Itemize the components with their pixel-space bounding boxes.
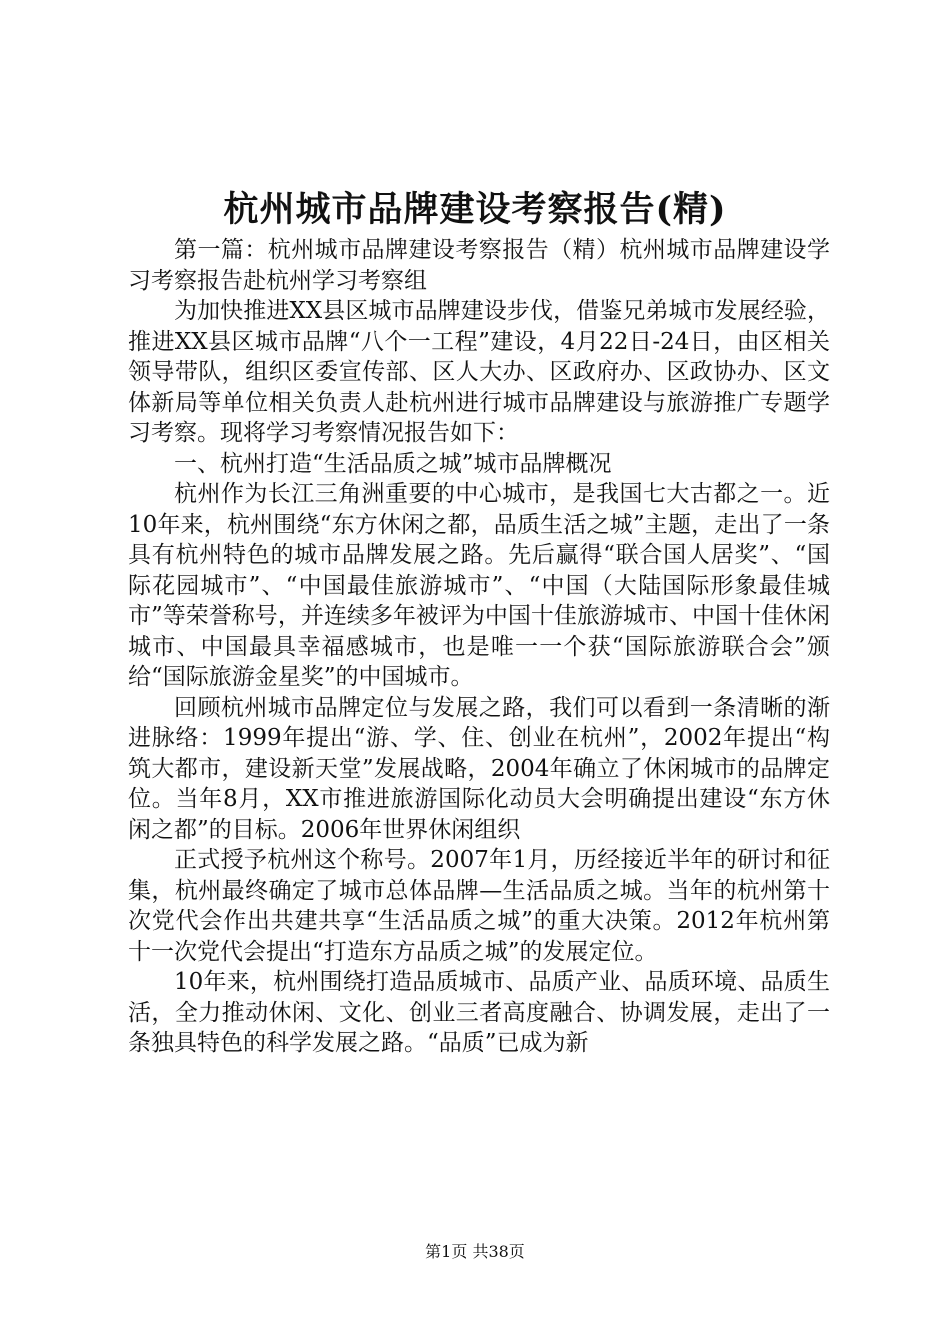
section-heading: 一、杭州打造“生活品质之城”城市品牌概况 [174, 450, 612, 477]
paragraph: 杭州作为长江三角洲重要的中心城市，是我国七大古都之一。近10年来，杭州围绕“东方休闲之都，品质生活之城”主题，走出了一条具有杭州特色的城市品牌发展之路。先后赢得“联合国人居奖”、“国际花园城市”、“中国最佳旅游城市”、“中国（大陆国际形象最佳城市”等荣誉称号，并连续多年被评为中国十佳旅游城市、中国十佳休闲城市、中国最具幸福感城市，也是唯一一个获“国际旅游联合会”颁给“国际旅游金星奖”的中国城市。 [128, 481, 830, 690]
document-body [128, 235, 830, 1059]
paragraph: 为加快推进XX县区城市品牌建设步伐，借鉴兄弟城市发展经验，推进XX县区城市品牌“八个一工程”建设，4月22日-24日，由区相关领导带队，组织区委宣传部、区人大办、区政府办、区政协办、区文体新局等单位相关负责人赴杭州进行城市品牌建设与旅游推广专题学习考察。现将学习考察情况报告如下： [128, 298, 830, 446]
document-title: 杭州城市品牌建设考察报告(精) [223, 189, 727, 230]
paragraph: 正式授予杭州这个称号。2007年1月，历经接近半年的研讨和征集，杭州最终确定了城市总体品牌—生活品质之城。当年的杭州第十次党代会作出共建共享“生活品质之城”的重大决策。2012年杭州第十一次党代会提出“打造东方品质之城”的发展定位。 [128, 847, 830, 965]
paragraph: 10年来，杭州围绕打造品质城市、品质产业、品质环境、品质生活，全力推动休闲、文化、创业三者高度融合、协调发展，走出了一条独具特色的科学发展之路。“品质”已成为新 [128, 969, 830, 1056]
page-footer: 第1页 共38页 [425, 1242, 525, 1261]
paragraph: 回顾杭州城市品牌定位与发展之路，我们可以看到一条清晰的渐进脉络：1999年提出“游、学、住、创业在杭州”，2002年提出“构筑大都市，建设新天堂”发展战略，2004年确立了休闲城市的品牌定位。当年8月，XX市推进旅游国际化动员大会明确提出建设“东方休闲之都”的目标。2006年世界休闲组织 [128, 694, 830, 843]
paragraph: 第一篇：杭州城市品牌建设考察报告（精）杭州城市品牌建设学习考察报告赴杭州学习考察组 [128, 237, 830, 294]
